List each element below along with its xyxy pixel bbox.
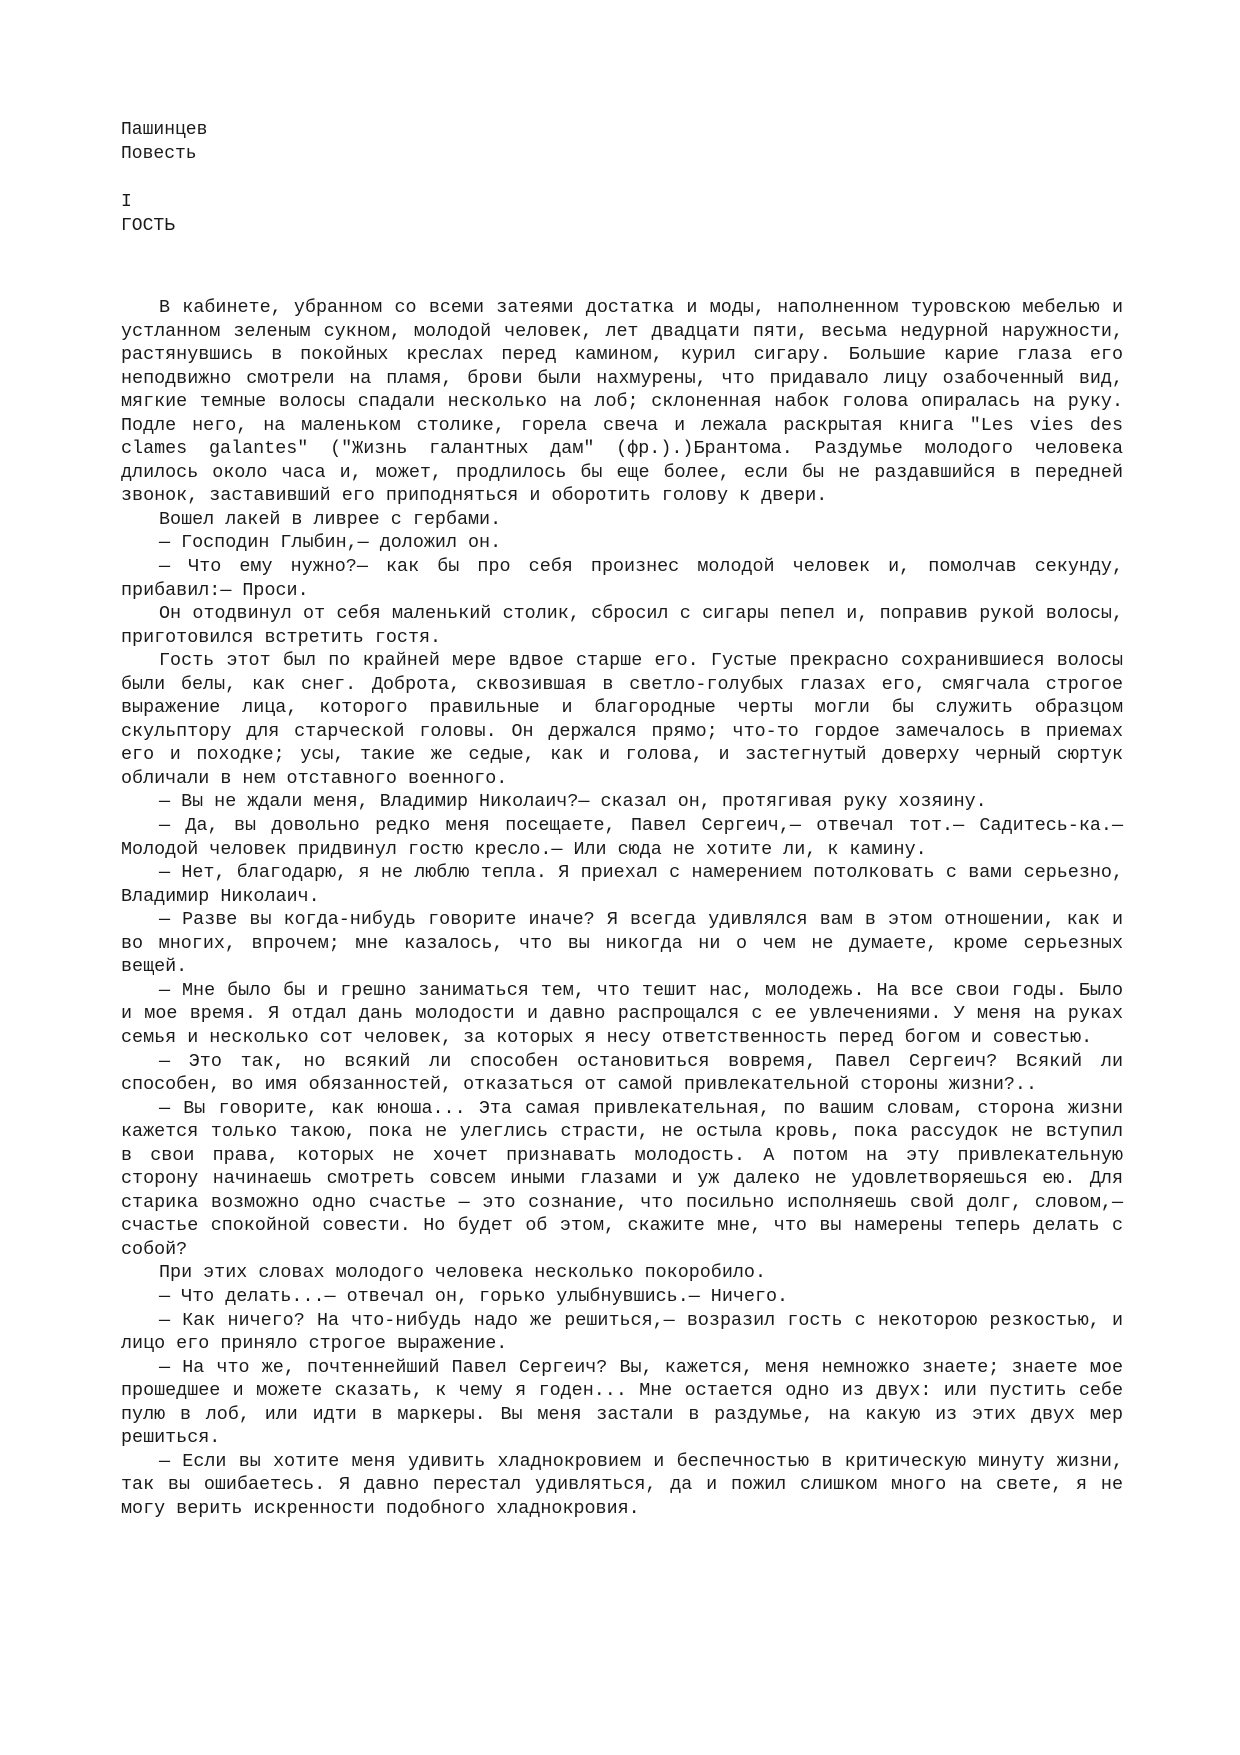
paragraph-4: — Что ему нужно?— как бы про себя произнес молодой человек и, помолчав секунду, прибавил:— Проси. (121, 556, 1123, 601)
paragraph-2: Вошел лакей в ливрее с гербами. (159, 508, 502, 530)
paragraph-13: — Вы говорите, как юноша... Эта самая привлекательная, по вашим словам, сторона жизни кажется только такою, пока не улеглись страсти, не остыла кровь, пока рассудок не вступил в свои права, которых не хочет признавать молодость. А потом на эту привлекательную сторону начинаешь смотреть совсем иными глазами и уж далеко не удовлетворяешься ею. Для старика возможно одно счастье — это сознание, что посильно исполняешь свой долг, словом,— счастье спокойной совести. Но будет об этом, скажите мне, что вы намерены теперь делать с собой? (121, 1097, 1123, 1260)
paragraph-8: — Да, вы довольно редко меня посещаете, Павел Сергеич,— отвечал тот.— Садитесь-ка.— Молодой человек придвинул гостю кресло.— Или сюда не хотите ли, к камину. (121, 815, 1123, 860)
paragraph-3: — Господин Глыбин,— доложил он. (159, 532, 502, 554)
chapter-body (121, 296, 1123, 1520)
document-subtitle: Повесть (121, 144, 197, 164)
paragraph-17: — На что же, почтеннейший Павел Сергеич? Вы, кажется, меня немножко знаете; знаете мое прошедшее и можете сказать, к чему я годен... Мне остается одно из двух: или пустить себе пулю в лоб, или идти в маркеры. Вы меня застали в раздумье, на какую из этих двух мер решиться. (121, 1356, 1123, 1449)
spacer (121, 166, 1123, 190)
chapter-title: ГОСТЬ (121, 216, 176, 236)
paragraph-16: — Как ничего? На что-нибудь надо же решиться,— возразил гость с некоторою резкостью, и лицо его приняло строгое выражение. (121, 1309, 1123, 1355)
paragraph-11: — Мне было бы и грешно заниматься тем, что тешит нас, молодежь. На все свои годы. Было и мое время. Я отдал дань молодости и давно распрощался с ее увлечениями. У меня на руках семья и несколько сот человек, за которых я несу ответственность перед богом и совестью. (121, 979, 1123, 1048)
paragraph-12: — Это так, но всякий ли способен остановиться вовремя, Павел Сергеич? Всякий ли способен, во имя обязанностей, отказаться от самой привлекательной стороны жизни?.. (121, 1050, 1123, 1096)
spacer (121, 238, 1123, 296)
paragraph-6: Гость этот был по крайней мере вдвое старше его. Густые прекрасно сохранившиеся волосы были белы, как снег. Доброта, сквозившая в светло-голубых глазах его, смягчала строгое выражение лица, которого правильные и благородные черты могли бы служить образцом скульптору для старческой головы. Он держался прямо; что-то гордое замечалось в приемах его и походке; усы, такие же седые, как и голова, и застегнутый доверху черный сюртук обличали в нем отставного военного. (121, 650, 1123, 789)
paragraph-14: При этих словах молодого человека несколько покоробило. (159, 1262, 766, 1284)
paragraph-10: — Разве вы когда-нибудь говорите иначе? Я всегда удивлялся вам в этом отношении, как и во многих, впрочем; мне казалось, что вы никогда ни о чем не думаете, кроме серьезных вещей. (121, 909, 1123, 978)
chapter-number: I (121, 192, 132, 212)
author-name: Пашинцев (121, 120, 208, 140)
paragraph-1: В кабинете, убранном со всеми затеями достатка и моды, наполненном туровскою мебелью и устланном зеленым сукном, молодой человек, лет двадцати пяти, весьма недурной наружности, растянувшись в покойных креслах перед камином, курил сигару. Большие карие глаза его неподвижно смотрели на пламя, брови были нахмурены, что придавало лицу озабоченный вид, мягкие темные волосы спадали несколько на лоб; склоненная набок голова опиралась на руку. Подле него, на маленьком столике, горела свеча и лежала раскрытая книга "Les vies des clames galantes" ("Жизнь галантных дам" (фр.).)Брантома. Раздумье молодого человека длилось около часа и, может, продлилось бы еще более, если бы не раздавшийся в передней звонок, заставивший его приподняться и оборотить голову к двери. (121, 297, 1123, 507)
paragraph-7: — Вы не ждали меня, Владимир Николаич?— сказал он, протягивая руку хозяину. (159, 791, 987, 813)
paragraph-5: Он отодвинул от себя маленький столик, сбросил с сигары пепел и, поправив рукой волосы, приготовился встретить гостя. (121, 603, 1123, 648)
paragraph-18: — Если вы хотите меня удивить хладнокровием и беспечностью в критическую минуту жизни, так вы ошибаетесь. Я давно перестал удивляться, да и пожил слишком много на свете, я не могу верить искренности подобного хладнокровия. (121, 1450, 1123, 1519)
document-page (121, 118, 1123, 1520)
paragraph-9: — Нет, благодарю, я не люблю тепла. Я приехал с намерением потолковать с вами серьезно, Владимир Николаич. (121, 862, 1123, 907)
paragraph-15: — Что делать...— отвечал он, горько улыбнувшись.— Ничего. (159, 1285, 789, 1307)
